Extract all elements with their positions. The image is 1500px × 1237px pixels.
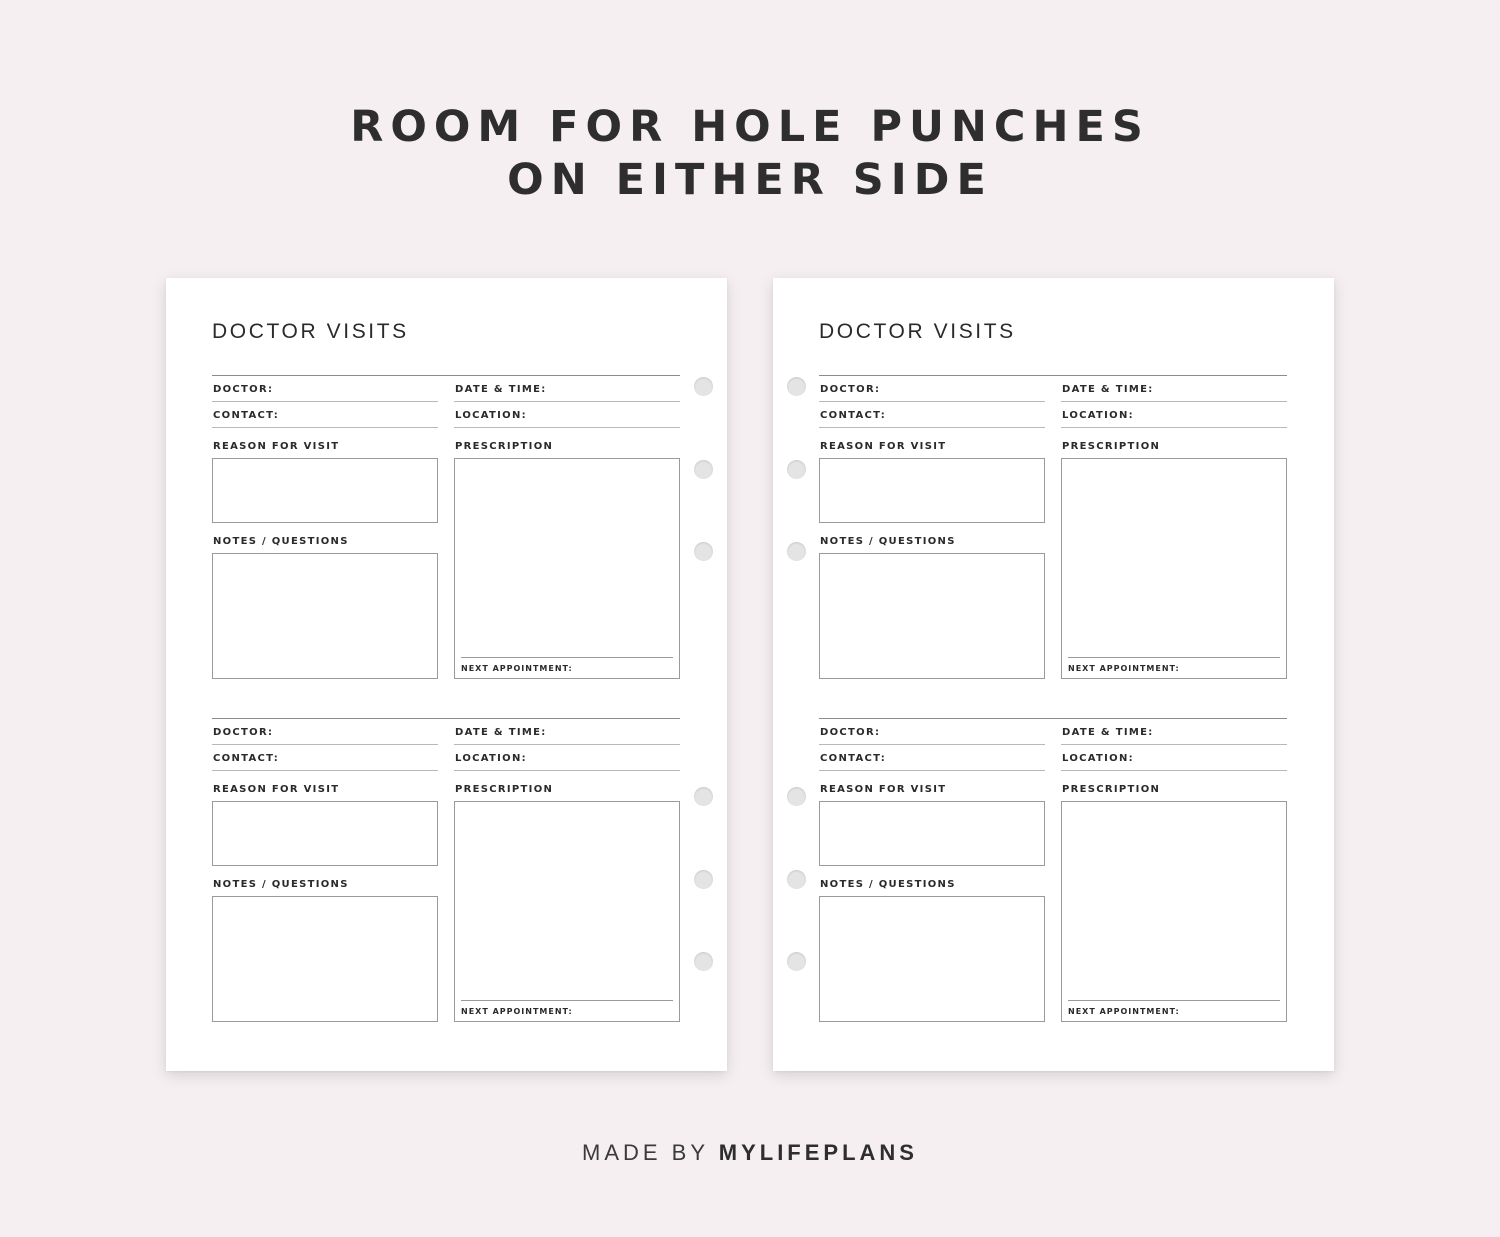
next-appointment-line [1068,1000,1280,1001]
reason-for-visit-box[interactable] [212,458,438,523]
punch-hole [694,542,713,561]
doctor-label: DOCTOR: [213,727,274,738]
contact-field[interactable] [212,745,438,771]
location-field[interactable] [1061,402,1287,428]
footer-prefix: MADE BY [582,1140,719,1165]
notes-questions-box[interactable] [212,896,438,1022]
contact-label: CONTACT: [213,410,280,421]
punch-hole [694,460,713,479]
date-time-label: DATE & TIME: [1062,384,1154,395]
doctor-field[interactable] [212,719,438,745]
prescription-label: PRESCRIPTION [1062,784,1161,795]
planner-page-right [773,278,1334,1071]
doctor-field[interactable] [819,719,1045,745]
location-label: LOCATION: [455,753,527,764]
next-appointment-line [461,657,673,658]
contact-label: CONTACT: [213,753,280,764]
next-appointment-label: NEXT APPOINTMENT: [461,664,573,673]
notes-questions-box[interactable] [819,896,1045,1022]
reason-for-visit-box[interactable] [819,801,1045,866]
punch-hole [787,377,806,396]
punch-hole [787,460,806,479]
date-time-field[interactable] [454,719,680,745]
prescription-label: PRESCRIPTION [455,784,554,795]
contact-label: CONTACT: [820,753,887,764]
visit-entry [212,718,680,1025]
date-time-field[interactable] [1061,376,1287,402]
reason-for-visit-label: REASON FOR VISIT [820,784,947,795]
doctor-label: DOCTOR: [820,727,881,738]
footer-brand: MYLIFEPLANS [718,1140,918,1165]
date-time-label: DATE & TIME: [455,384,547,395]
notes-questions-box[interactable] [212,553,438,679]
date-time-label: DATE & TIME: [455,727,547,738]
reason-for-visit-label: REASON FOR VISIT [213,784,340,795]
punch-hole [787,870,806,889]
date-time-label: DATE & TIME: [1062,727,1154,738]
next-appointment-label: NEXT APPOINTMENT: [1068,664,1180,673]
date-time-field[interactable] [454,376,680,402]
punch-hole [694,870,713,889]
next-appointment-label: NEXT APPOINTMENT: [461,1007,573,1016]
notes-questions-label: NOTES / QUESTIONS [213,536,349,547]
visit-entry [212,375,680,682]
prescription-box[interactable] [1061,801,1287,1022]
reason-for-visit-box[interactable] [819,458,1045,523]
footer-credit [0,1142,1500,1164]
punch-hole [694,952,713,971]
visit-entry [819,375,1287,682]
headline-line-1: ROOM FOR HOLE PUNCHES [350,102,1150,152]
page-title: DOCTOR VISITS [819,320,1016,343]
prescription-label: PRESCRIPTION [1062,441,1161,452]
doctor-field[interactable] [819,376,1045,402]
punch-hole [694,787,713,806]
location-label: LOCATION: [1062,410,1134,421]
next-appointment-line [461,1000,673,1001]
next-appointment-label: NEXT APPOINTMENT: [1068,1007,1180,1016]
notes-questions-box[interactable] [819,553,1045,679]
notes-questions-label: NOTES / QUESTIONS [820,879,956,890]
next-appointment-line [1068,657,1280,658]
location-label: LOCATION: [455,410,527,421]
doctor-field[interactable] [212,376,438,402]
location-label: LOCATION: [1062,753,1134,764]
prescription-box[interactable] [454,801,680,1022]
prescription-label: PRESCRIPTION [455,441,554,452]
doctor-label: DOCTOR: [213,384,274,395]
contact-field[interactable] [819,745,1045,771]
page-title: DOCTOR VISITS [212,320,409,343]
prescription-box[interactable] [454,458,680,679]
notes-questions-label: NOTES / QUESTIONS [213,879,349,890]
prescription-box[interactable] [1061,458,1287,679]
date-time-field[interactable] [1061,719,1287,745]
contact-field[interactable] [212,402,438,428]
contact-field[interactable] [819,402,1045,428]
location-field[interactable] [454,745,680,771]
reason-for-visit-box[interactable] [212,801,438,866]
punch-hole [787,952,806,971]
notes-questions-label: NOTES / QUESTIONS [820,536,956,547]
headline-line-2: ON EITHER SIDE [507,155,993,205]
location-field[interactable] [1061,745,1287,771]
reason-for-visit-label: REASON FOR VISIT [213,441,340,452]
doctor-label: DOCTOR: [820,384,881,395]
planner-page-left [166,278,727,1071]
punch-hole [787,542,806,561]
contact-label: CONTACT: [820,410,887,421]
location-field[interactable] [454,402,680,428]
reason-for-visit-label: REASON FOR VISIT [820,441,947,452]
punch-hole [694,377,713,396]
punch-hole [787,787,806,806]
visit-entry [819,718,1287,1025]
